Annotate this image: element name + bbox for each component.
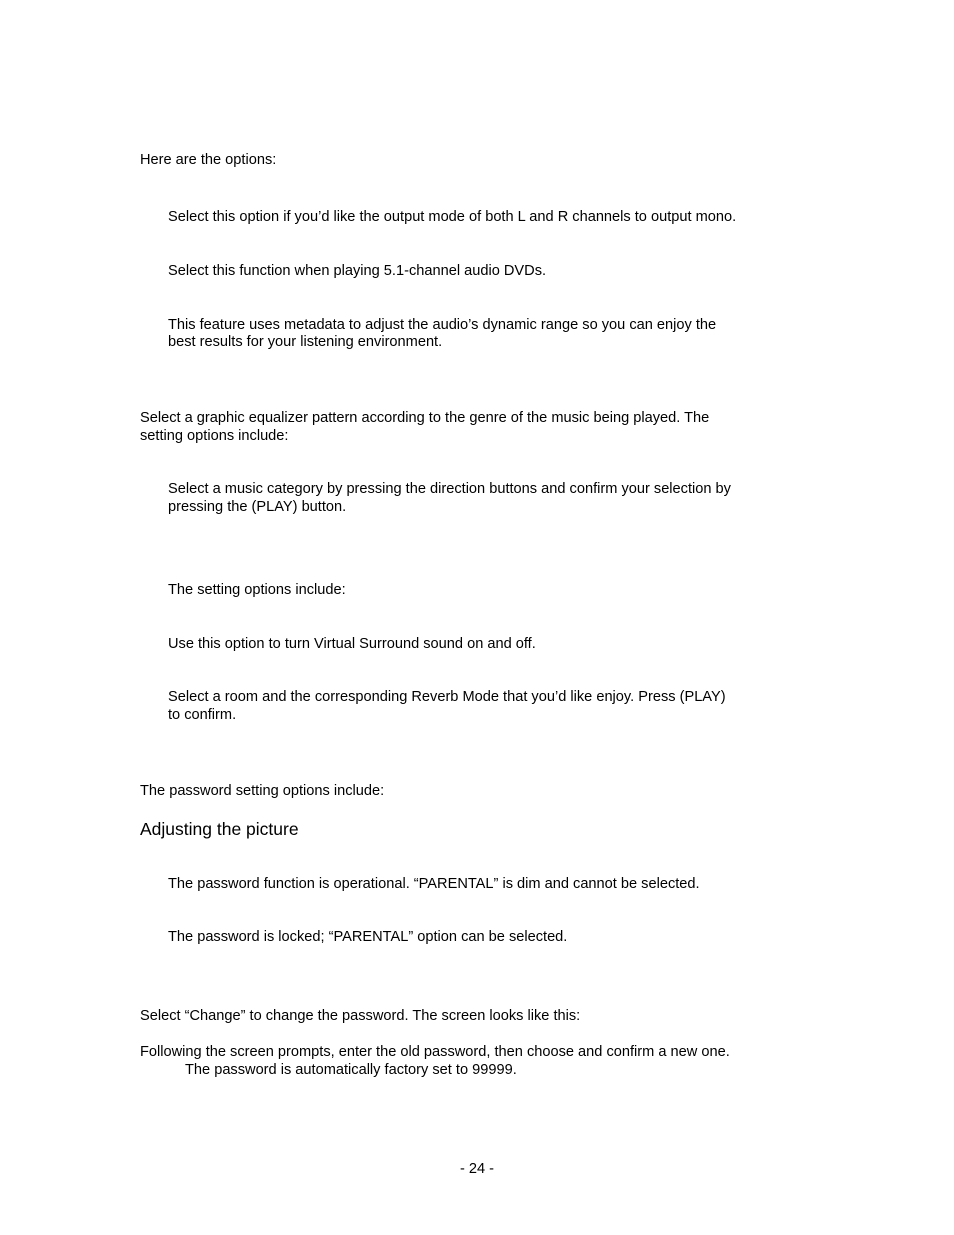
equalizer-text-line-2: setting options include:	[140, 428, 289, 444]
change-password-text: Select “Change” to change the password. The screen looks like this:	[140, 1008, 581, 1024]
intro-text: Here are the options:	[140, 152, 277, 168]
password-options-text: The password setting options include:	[140, 783, 385, 799]
virtual-surround-text: Use this option to turn Virtual Surround sound on and off.	[168, 636, 536, 652]
page-number: - 24 -	[459, 1161, 495, 1177]
password-locked-text: The password is locked; “PARENTAL” option can be selected.	[168, 929, 568, 945]
factory-default-text: The password is automatically factory set to 99999.	[185, 1062, 517, 1078]
reverb-text-line-2: to confirm.	[168, 707, 237, 723]
password-operational-text: The password function is operational. “PARENTAL” is dim and cannot be selected.	[168, 876, 700, 892]
setting-options-text: The setting options include:	[168, 582, 346, 598]
screen-prompts-text: Following the screen prompts, enter the old password, then choose and confirm a new one.	[140, 1044, 730, 1060]
section-heading: Adjusting the picture	[140, 819, 299, 839]
surround-51-option-text: Select this function when playing 5.1-channel audio DVDs.	[168, 263, 547, 279]
reverb-text-line-1: Select a room and the corresponding Reverb Mode that you’d like enjoy. Press (PLAY)	[168, 689, 726, 705]
music-category-text-line-2: pressing the (PLAY) button.	[168, 499, 347, 515]
dynamic-range-text-line-1: This feature uses metadata to adjust the audio’s dynamic range so you can enjoy the	[168, 317, 717, 333]
mono-option-text: Select this option if you’d like the output mode of both L and R channels to output mono.	[168, 209, 737, 225]
music-category-text-line-1: Select a music category by pressing the direction buttons and confirm your selection by	[168, 481, 731, 497]
dynamic-range-text-line-2: best results for your listening environment.	[168, 334, 443, 350]
equalizer-text-line-1: Select a graphic equalizer pattern according to the genre of the music being played. The	[140, 410, 710, 426]
